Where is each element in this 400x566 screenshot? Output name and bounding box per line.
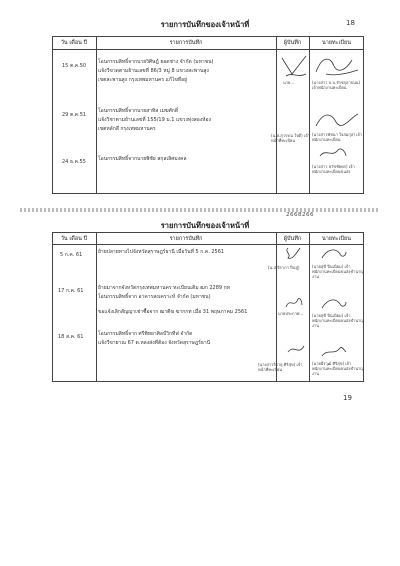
section2-row1-recorder-signature xyxy=(282,244,306,262)
section1-row1-recorder-signature xyxy=(278,52,310,82)
section2-row1-line1: ย้ายปลายทางไปจังหวัดสุราษฎร์ธานี เมื่อวันที่ 5 ก.ค. 2561 xyxy=(98,249,225,255)
section1-row3-line1: โอนกรรมสิทธิ์จากนายพิชัย สกุลเลิศมงคล xyxy=(98,156,187,162)
section1-col-divider-2 xyxy=(276,36,277,194)
section1-row1-registrar-signature xyxy=(312,52,362,78)
section1-header-registrar: นายทะเบียน xyxy=(321,40,351,46)
section1-row2-line2: แจ้งวิชาตามย้านเลขที่ 155/19 ม.1 แขวงทุ่งสองห้อง xyxy=(98,117,211,123)
page-number-bottom: 19 xyxy=(343,394,352,402)
section2-row2-line4: ขอแจ้งเลิกสัญญาเช่าซื้อจาก ฒาตีฆ ฆากกท เมื่อ 31 พฤษภาคม 2561 xyxy=(98,309,248,315)
section2-row2-registrar-signature xyxy=(318,296,348,312)
section1-row2-date: 29 ต.ค.51 xyxy=(62,112,87,118)
section2-row3-line1: โอนกรรมสิทธิ์จาก ศรีพิทยาศิลป์วิกทีฟ จำกัด xyxy=(98,331,193,337)
section1-row1-registrar-note: (นางสาว บ.บ.รักชกุลาจนน) เจ้าพนักงานทะเบียน xyxy=(312,80,361,90)
section1-header-date: วัน เดือน ปี xyxy=(60,40,88,46)
section2-row2-registrar-note: (นายสุขี ปิ่นเนียม) เจ้าพนักงานทะเบียนขนส่งชำนาญงาน xyxy=(312,313,364,328)
section1-row1-line2: แจ้งวีขวดตามย้านเลขที่ 86/3 หมู่ 8 แขวงสะพานสูง xyxy=(98,68,209,74)
section2-row3-registrar-signature xyxy=(318,344,348,360)
section2-header-date: วัน เดือน ปี xyxy=(60,235,88,242)
section2-row1-date: 5 ก.ค. 61 xyxy=(60,252,83,258)
section1-row1-line3: เขตสะพานสูง กรุงเทพมหานคร แก้ไขที่อยู่ xyxy=(98,77,188,83)
section2-row2-date: 17 ก.ค. 61 xyxy=(58,288,84,294)
section1-row3-date: 24 ธ.ค.55 xyxy=(62,159,86,165)
section2-col-divider-2 xyxy=(276,232,277,382)
section2-row3-line2: แจ้งวีขายาณ 67 ต.หลงส่งที่ต้อง จังหวัดสุราษฎร์ธานี xyxy=(98,340,211,346)
section1-col-divider-1 xyxy=(96,36,97,194)
security-strip-pattern xyxy=(20,208,380,212)
section2-row3-recorder-signature xyxy=(286,342,308,358)
section2-row2-recorder-signature xyxy=(282,295,306,311)
section2-row1-recorder-note: (น.ส.จิราภา ปิ่นปู่) xyxy=(268,265,300,270)
section1-row2-line1: โอนกรรมสิทธิ์จากนายสาทิส เมฆศักดิ์ xyxy=(98,108,179,114)
section2-row2-line2: โอนกรรมสิทธิ์จาก อาคารสงเคราะห์ จำกัด (มหาชน) xyxy=(98,294,211,300)
section2-header-registrar: นายทะเบียน xyxy=(321,235,351,242)
section2-row1-registrar-signature xyxy=(318,246,348,262)
section1-row2-registrar-note: (นางสาวพัชนา ใจสมกุล) เจ้าพนักงานทะเบียน xyxy=(312,132,363,142)
stamp-number: 2668266 xyxy=(286,212,314,218)
section1-row2-registrar-signature xyxy=(312,108,362,132)
section2-row1-registrar-note: (นายสุขี ปิ่นเนียม) เจ้าพนักงานทะเบียนขนส่งชำนาญงาน xyxy=(312,264,364,279)
section2-col-divider-3 xyxy=(309,232,310,382)
section1-row3-registrar-note: (นางสาว ธวัชชัยพร) เจ้าพนักงานทะเบียนขนส่ง xyxy=(312,164,355,174)
section1-row2-line3: เขตหลักสี่ กรุงเทพมหานคร xyxy=(98,126,156,132)
section1-row3-registrar-signature xyxy=(318,146,348,160)
section2-row3-recorder-note: (นางสาวจิรายุ ศิริสุข) เจ้าหน้าที่ทะเบียน xyxy=(258,362,303,372)
section2-header-recorder: ผู้บันทึก xyxy=(283,235,302,242)
section2-header-item: รายการบันทึก xyxy=(169,235,203,242)
section2-row3-date: 18 ส.ค. 61 xyxy=(58,334,84,340)
section1-header-recorder: ผู้บันทึก xyxy=(283,40,302,46)
section2-row3-registrar-note: (นายธีรวุฒิ ศิริสุข) เจ้าพนักงานทะเบียนขนส่งชำนาญงาน xyxy=(312,361,364,376)
page-number-top: 18 xyxy=(346,19,355,27)
section1-row1-date: 15 ต.ค.50 xyxy=(62,63,87,69)
section1-row2-recorder-note: (น.ส.สุวรรณ ใจดี) เจ้าหน้าที่ทะเบียน xyxy=(271,133,310,143)
section1-header-item: รายการบันทึก xyxy=(169,40,203,46)
section1-title: รายการบันทึกของเจ้าหน้าที่ xyxy=(160,20,250,29)
section2-row2-line1: ย้ายมาจากจังหวัดกรุงเทพมหานคร ทะเบียนเดิม ฒก 2289 กท xyxy=(98,285,230,291)
section2-row2-recorder-note: นายประกาศ... xyxy=(278,311,304,316)
section1-row1-line1: โอนกรรมสิทธิ์จากนายวิศิษฎ์ ยอดช่าง จำกัด (มหาชน) xyxy=(98,59,214,65)
section2-title: รายการบันทึกของเจ้าหน้าที่ xyxy=(160,221,250,230)
section2-header-divider xyxy=(52,244,364,245)
section1-row1-recorder-note: นาย... xyxy=(283,80,295,85)
section1-header-divider xyxy=(52,49,364,50)
section2-col-divider-1 xyxy=(96,232,97,382)
